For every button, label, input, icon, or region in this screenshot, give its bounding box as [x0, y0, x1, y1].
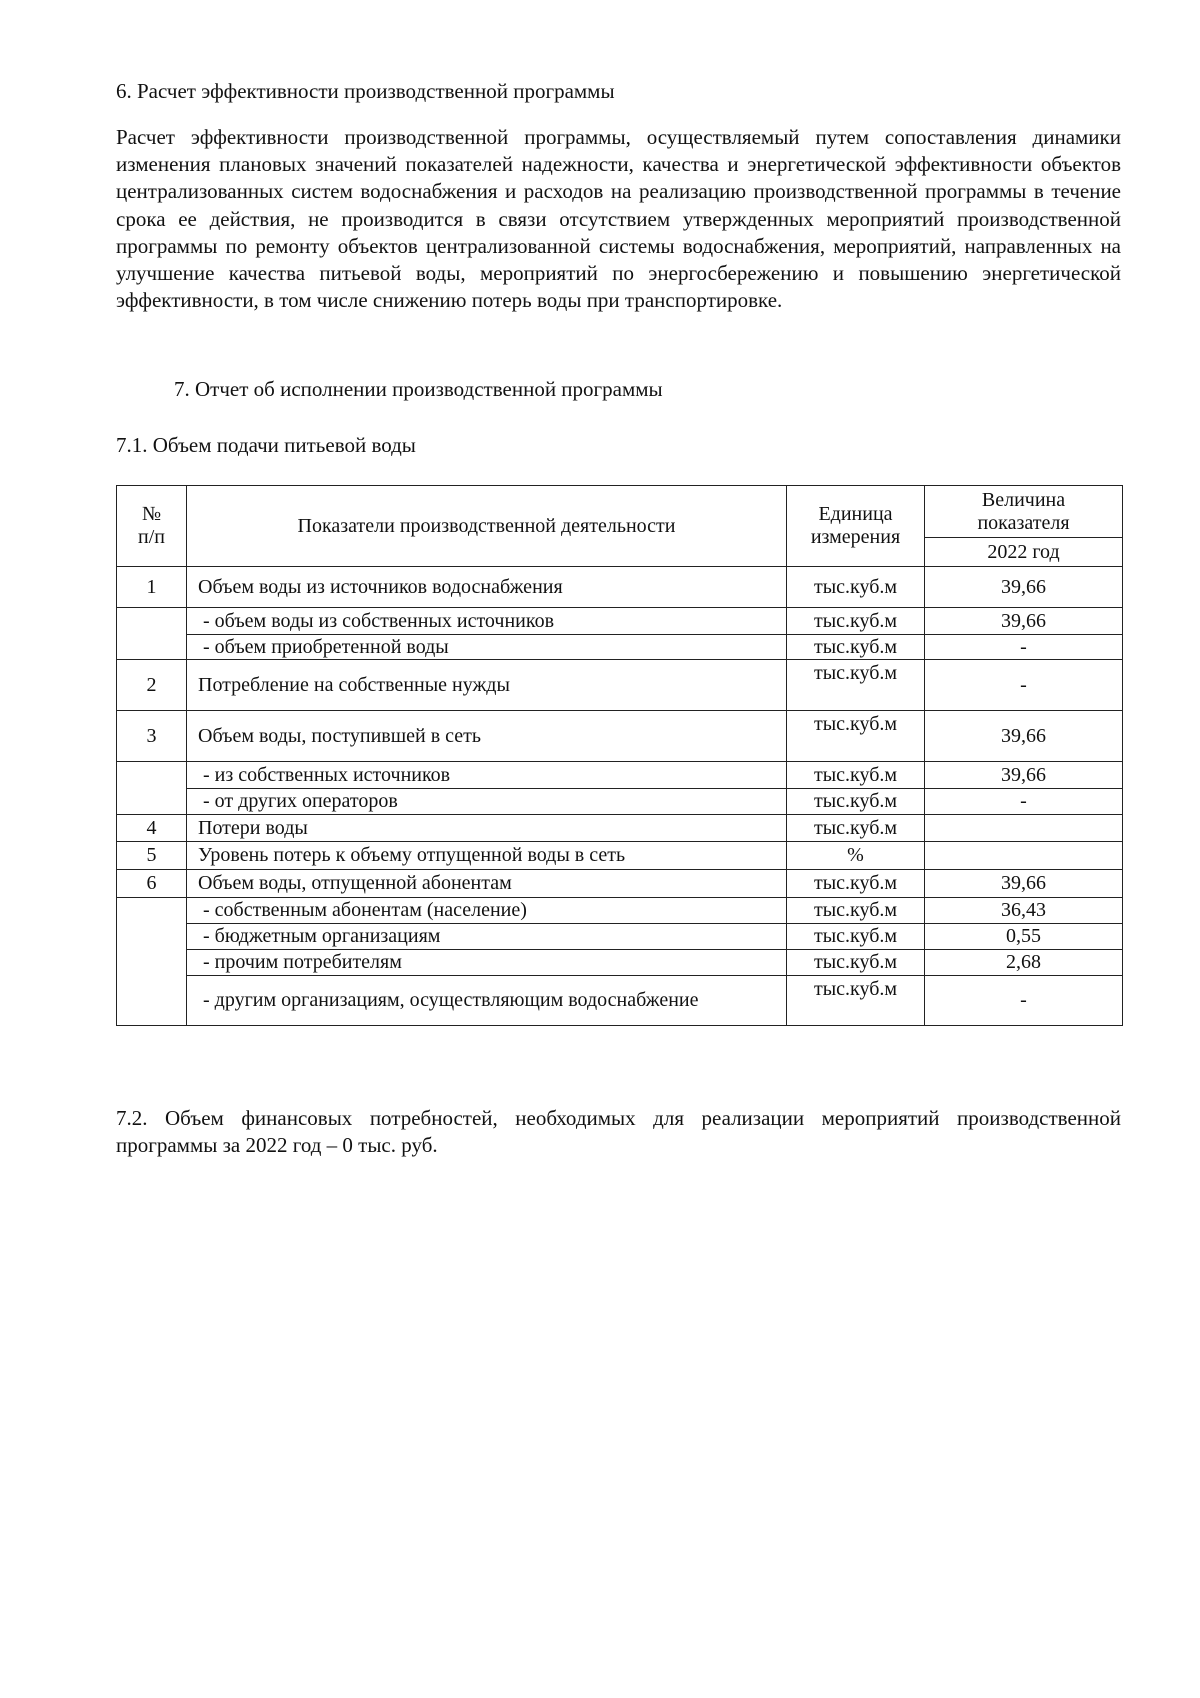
- row-unit: тыс.куб.м: [787, 567, 925, 608]
- table-row: [117, 608, 1123, 635]
- table-header-row: [117, 486, 1123, 538]
- table-row: [117, 815, 1123, 842]
- row-indicator: - бюджетным организациям: [187, 924, 787, 950]
- row-num: 5: [117, 842, 187, 870]
- row-unit: тыс.куб.м: [787, 635, 925, 660]
- row-unit: тыс.куб.м: [787, 976, 925, 1026]
- row-value: 2,68: [925, 950, 1123, 976]
- water-supply-table: [116, 485, 1123, 1026]
- row-value: -: [925, 660, 1123, 711]
- row-unit: тыс.куб.м: [787, 660, 925, 711]
- table-row: [117, 842, 1123, 870]
- header-year: 2022 год: [925, 538, 1123, 567]
- header-indicator: Показатели производственной деятельности: [187, 486, 787, 567]
- row-unit: тыс.куб.м: [787, 950, 925, 976]
- row-indicator: - от других операторов: [187, 789, 787, 815]
- section-6-heading: 6. Расчет эффективности производственной программы: [116, 79, 615, 103]
- row-value: -: [925, 789, 1123, 815]
- row-num: 3: [117, 711, 187, 762]
- table-row: [117, 711, 1123, 762]
- row-indicator: - собственным абонентам (население): [187, 898, 787, 924]
- table-row: [117, 870, 1123, 898]
- table-row: [117, 976, 1123, 1026]
- row-value: 0,55: [925, 924, 1123, 950]
- row-indicator: - другим организациям, осуществляющим водоснабжение: [187, 976, 787, 1026]
- table-row: [117, 898, 1123, 924]
- row-unit: тыс.куб.м: [787, 898, 925, 924]
- row-indicator: - объем приобретенной воды: [187, 635, 787, 660]
- row-unit: тыс.куб.м: [787, 815, 925, 842]
- header-unit: Единица измерения: [787, 486, 925, 567]
- row-value: -: [925, 635, 1123, 660]
- table-row: [117, 924, 1123, 950]
- row-indicator: - из собственных источников: [187, 762, 787, 789]
- row-value: 39,66: [925, 567, 1123, 608]
- row-indicator: Объем воды, поступившей в сеть: [187, 711, 787, 762]
- row-value: 36,43: [925, 898, 1123, 924]
- row-indicator: Потери воды: [187, 815, 787, 842]
- table-row: [117, 789, 1123, 815]
- row-unit: %: [787, 842, 925, 870]
- row-value: 39,66: [925, 608, 1123, 635]
- row-num-empty: [117, 608, 187, 660]
- row-unit: тыс.куб.м: [787, 870, 925, 898]
- row-indicator: - объем воды из собственных источников: [187, 608, 787, 635]
- row-unit: тыс.куб.м: [787, 762, 925, 789]
- row-value: [925, 815, 1123, 842]
- section-6-paragraph: Расчет эффективности производственной программы, осуществляемый путем сопоставления динамики изменения плановых значений показателей надежности, качества и энергетической эффективности объектов централизованных систем водоснабжения и расходов на реализацию производственной программы в течение срока ее действия, не производится в связи отсутствием утвержденных мероприятий производственной программы по ремонту объектов централизованной системы водоснабжения, мероприятий, направленных на улучшение качества питьевой воды, мероприятий по энергосбережению и повышению энергетической эффективности, в том числе снижению потерь воды при транспортировке.: [116, 125, 1121, 313]
- section-7-2-paragraph: 7.2. Объем финансовых потребностей, необходимых для реализации мероприятий производственной программы за 2022 год – 0 тыс. руб.: [116, 1106, 1121, 1158]
- row-unit: тыс.куб.м: [787, 789, 925, 815]
- section-7-1-heading: 7.1. Объем подачи питьевой воды: [116, 433, 416, 457]
- row-value: 39,66: [925, 762, 1123, 789]
- row-value: [925, 842, 1123, 870]
- table-row: [117, 950, 1123, 976]
- table-row: [117, 660, 1123, 711]
- row-unit: тыс.куб.м: [787, 924, 925, 950]
- row-unit: тыс.куб.м: [787, 711, 925, 762]
- table-row: [117, 762, 1123, 789]
- row-unit: тыс.куб.м: [787, 608, 925, 635]
- row-num: 1: [117, 567, 187, 608]
- row-num: 2: [117, 660, 187, 711]
- row-value: 39,66: [925, 870, 1123, 898]
- row-indicator: Объем воды, отпущенной абонентам: [187, 870, 787, 898]
- row-num: 6: [117, 870, 187, 898]
- row-value: -: [925, 976, 1123, 1026]
- header-num: № п/п: [117, 486, 187, 567]
- row-indicator: Потребление на собственные нужды: [187, 660, 787, 711]
- row-num-empty: [117, 898, 187, 1026]
- row-value: 39,66: [925, 711, 1123, 762]
- header-value: Величина показателя: [925, 486, 1123, 538]
- row-num: 4: [117, 815, 187, 842]
- row-indicator: - прочим потребителям: [187, 950, 787, 976]
- row-num-empty: [117, 762, 187, 815]
- row-indicator: Объем воды из источников водоснабжения: [187, 567, 787, 608]
- section-7-heading: 7. Отчет об исполнении производственной программы: [174, 377, 663, 401]
- table-row: [117, 567, 1123, 608]
- table-row: [117, 635, 1123, 660]
- row-indicator: Уровень потерь к объему отпущенной воды в сеть: [187, 842, 787, 870]
